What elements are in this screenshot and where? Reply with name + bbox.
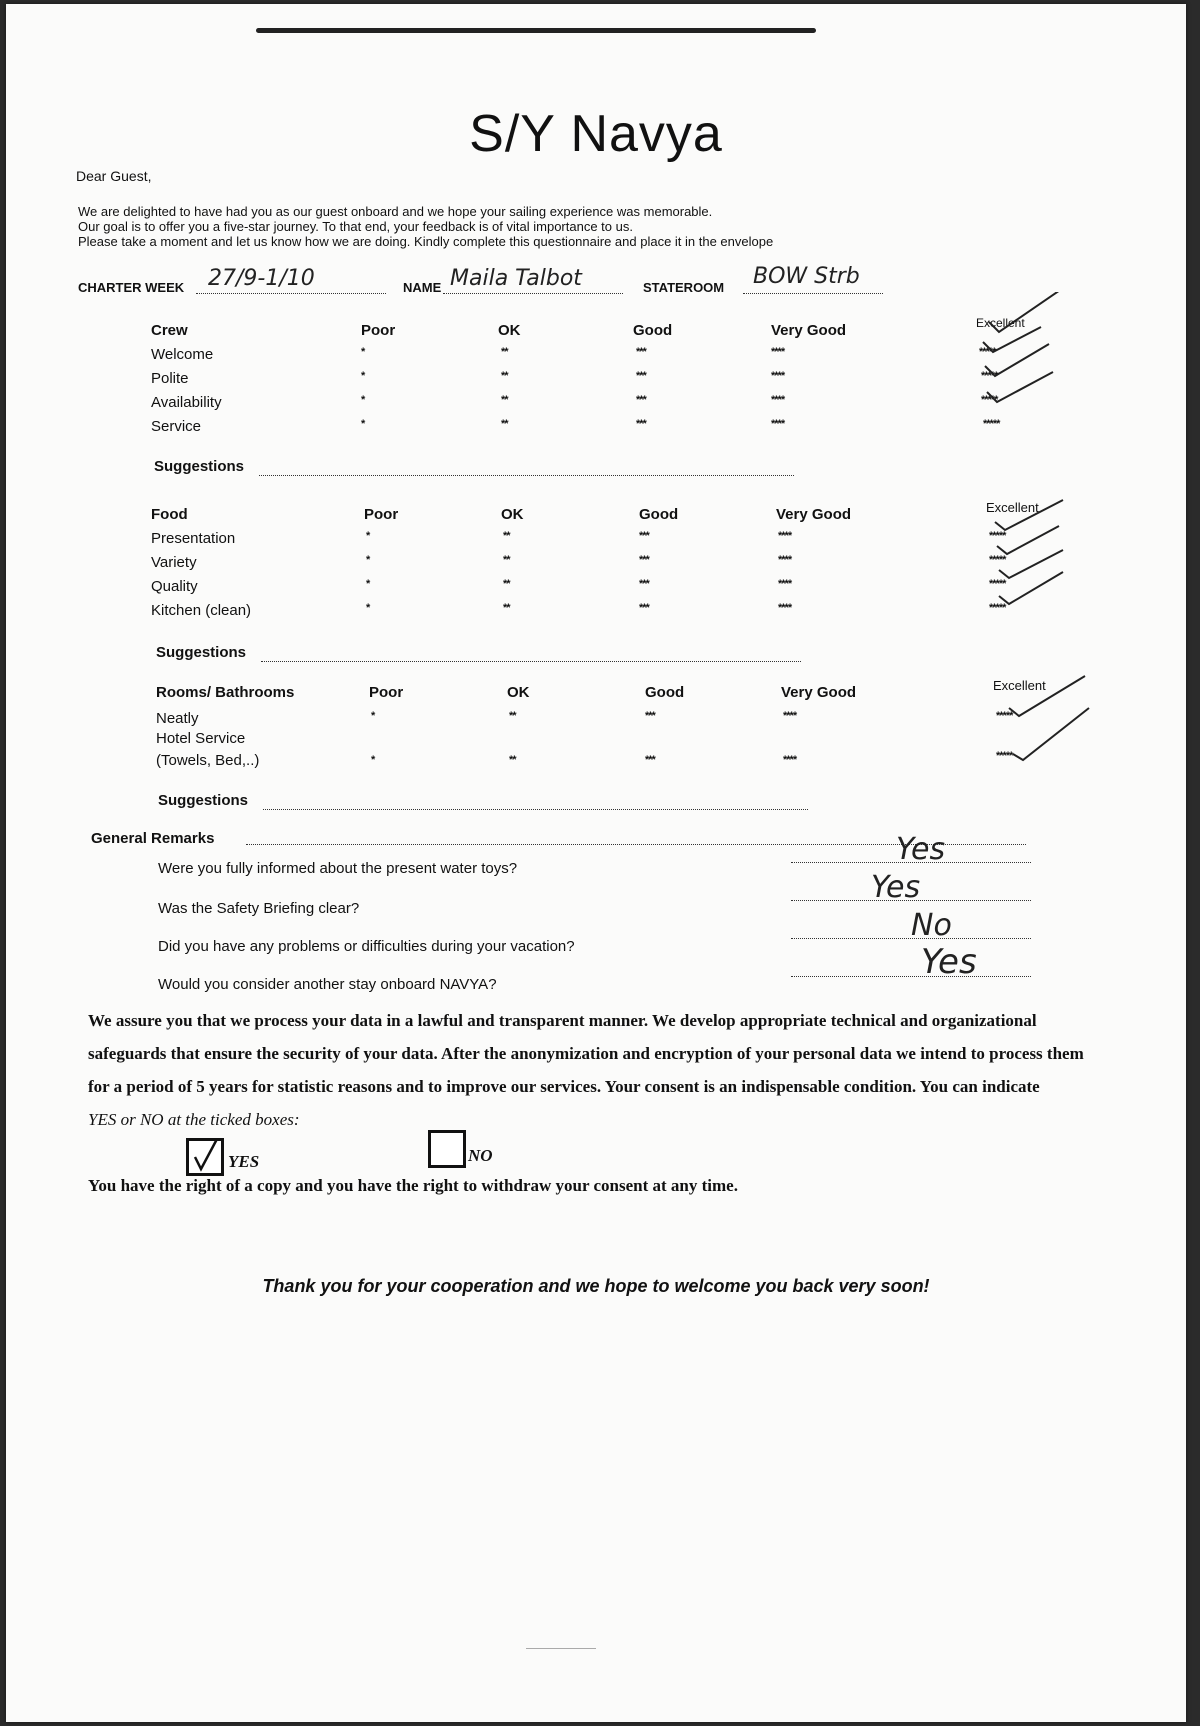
rating-row: [151, 710, 1091, 732]
excellent-option[interactable]: *****: [981, 394, 998, 406]
footer-divider: [526, 1648, 596, 1649]
column-ok: OK: [498, 322, 521, 339]
crew-suggestions[interactable]: [154, 458, 244, 475]
question-water-toys: Were you fully informed about the present water toys?: [158, 860, 518, 877]
suggestions-label: Suggestions: [158, 792, 249, 809]
privacy-line: for a period of 5 years for statistic reasons and to improve our services. Your consent is an indispensable condition. You can indicate: [88, 1077, 1040, 1096]
answer-safety-briefing[interactable]: Yes: [871, 870, 921, 905]
ok-option[interactable]: **: [501, 418, 508, 430]
closing-message: Thank you for your cooperation and we hope to welcome you back very soon!: [262, 1276, 930, 1296]
privacy-notice: [88, 1004, 1163, 1136]
good-option[interactable]: ***: [636, 346, 646, 358]
suggestions-label: Suggestions: [154, 458, 245, 475]
answer-line[interactable]: [791, 976, 1031, 977]
excellent-option[interactable]: *****: [996, 750, 1013, 762]
ok-option[interactable]: **: [509, 754, 516, 766]
ok-option[interactable]: **: [503, 554, 510, 566]
column-very-good: Very Good: [771, 322, 847, 339]
rating-row: [151, 394, 1091, 416]
poor-option[interactable]: *: [366, 602, 370, 614]
consent-no-label: NO: [468, 1146, 493, 1165]
poor-option[interactable]: *: [361, 370, 365, 382]
very-good-option[interactable]: ****: [778, 554, 792, 566]
very-good-option[interactable]: ****: [783, 710, 797, 722]
poor-option[interactable]: *: [361, 394, 365, 406]
very-good-option[interactable]: ****: [771, 394, 785, 406]
good-option[interactable]: ***: [645, 754, 655, 766]
excellent-option[interactable]: *****: [996, 710, 1013, 722]
column-excellent: Excellent: [976, 316, 1025, 330]
checkmark-icon: [981, 492, 1091, 622]
intro-paragraph: [78, 204, 978, 249]
ok-option[interactable]: **: [501, 346, 508, 358]
rating-row: [151, 554, 1091, 576]
ok-option[interactable]: **: [503, 530, 510, 542]
very-good-option[interactable]: ****: [778, 578, 792, 590]
question-problems: Did you have any problems or difficulties during your vacation?: [158, 938, 575, 955]
rating-label: Presentation: [151, 530, 236, 547]
good-option[interactable]: ***: [636, 394, 646, 406]
column-poor: Poor: [369, 684, 404, 701]
rating-label: Variety: [151, 554, 197, 571]
rooms-suggestions[interactable]: [158, 792, 248, 809]
name-label: NAME: [403, 280, 442, 295]
checkmark-icon: [971, 292, 1081, 432]
stateroom-label: STATEROOM: [643, 280, 725, 295]
answer-problems[interactable]: No: [911, 908, 952, 943]
rating-label: Neatly: [156, 710, 199, 727]
consent-no-checkbox[interactable]: [428, 1130, 466, 1168]
good-option[interactable]: ***: [636, 370, 646, 382]
suggestions-label: Suggestions: [156, 644, 247, 661]
poor-option[interactable]: *: [371, 710, 375, 722]
poor-option[interactable]: *: [361, 418, 365, 430]
section-title: Crew: [151, 322, 188, 339]
good-option[interactable]: ***: [645, 710, 655, 722]
consent-yes-label: YES: [228, 1152, 260, 1171]
section-title: Food: [151, 506, 188, 523]
very-good-option[interactable]: ****: [778, 530, 792, 542]
crew-header-row: [151, 316, 1091, 344]
good-option[interactable]: ***: [639, 602, 649, 614]
poor-option[interactable]: *: [366, 554, 370, 566]
good-option[interactable]: ***: [639, 554, 649, 566]
section-title: Rooms/ Bathrooms: [156, 684, 295, 701]
column-good: Good: [633, 322, 673, 339]
consent-prompt: YES or NO at the ticked boxes:: [88, 1110, 300, 1129]
question-another-stay: Would you consider another stay onboard NAVYA?: [158, 976, 497, 993]
rating-label: Hotel Service: [156, 730, 246, 747]
checkmark-icon: [991, 670, 1101, 770]
ok-option[interactable]: **: [503, 602, 510, 614]
column-excellent: Excellent: [986, 500, 1039, 515]
stateroom-field[interactable]: BOW Strb: [753, 264, 860, 289]
rating-label: Availability: [151, 394, 222, 411]
ok-option[interactable]: **: [509, 710, 516, 722]
food-header-row: [151, 500, 1091, 528]
good-option[interactable]: ***: [636, 418, 646, 430]
very-good-option[interactable]: ****: [778, 602, 792, 614]
rating-row: [151, 530, 1091, 552]
privacy-line: We assure you that we process your data in a lawful and transparent manner. We develop appropriate technical and organizational: [88, 1011, 1037, 1030]
rights-statement: You have the right of a copy and you have the right to withdraw your consent at any time.: [88, 1176, 738, 1195]
good-option[interactable]: ***: [639, 530, 649, 542]
intro-line: Please take a moment and let us know how we are doing. Kindly complete this questionnaire and place it in the envelope: [78, 234, 774, 249]
good-option[interactable]: ***: [639, 578, 649, 590]
intro-line: We are delighted to have had you as our guest onboard and we hope your sailing experience was memorable.: [78, 204, 713, 219]
rating-label: Service: [151, 418, 202, 435]
checkmark-icon: [189, 1141, 221, 1173]
privacy-line: safeguards that ensure the security of your data. After the anonymization and encryption of your personal data we intend to process them: [88, 1044, 1084, 1063]
guest-info-line: [78, 264, 908, 298]
column-good: Good: [645, 684, 685, 701]
column-poor: Poor: [364, 506, 399, 523]
column-ok: OK: [501, 506, 524, 523]
column-very-good: Very Good: [781, 684, 857, 701]
ok-option[interactable]: **: [503, 578, 510, 590]
rating-row: [151, 730, 1091, 774]
ok-option[interactable]: **: [501, 394, 508, 406]
excellent-option[interactable]: *****: [981, 370, 998, 382]
poor-option[interactable]: *: [366, 530, 370, 542]
very-good-option[interactable]: ****: [771, 346, 785, 358]
rating-label: Polite: [151, 370, 189, 387]
rating-label: Welcome: [151, 346, 214, 363]
rating-row: [151, 602, 1091, 624]
column-very-good: Very Good: [776, 506, 852, 523]
question-safety-briefing: Was the Safety Briefing clear?: [158, 900, 360, 917]
answer-another-stay[interactable]: Yes: [921, 942, 977, 982]
excellent-option[interactable]: *****: [989, 602, 1006, 614]
rating-row: [151, 346, 1091, 368]
column-good: Good: [639, 506, 679, 523]
general-remarks-label: General Remarks: [91, 830, 215, 847]
consent-yes-checkbox[interactable]: [186, 1138, 224, 1176]
excellent-option[interactable]: *****: [989, 578, 1006, 590]
poor-option[interactable]: *: [366, 578, 370, 590]
rating-label: Quality: [151, 578, 198, 595]
charter-week-label: CHARTER WEEK: [78, 280, 185, 295]
very-good-option[interactable]: ****: [783, 754, 797, 766]
charter-week-field[interactable]: 27/9-1/10: [208, 266, 315, 291]
rating-label: Kitchen (clean): [151, 602, 252, 619]
rooms-header-row: [151, 678, 1091, 706]
name-field[interactable]: Maila Talbot: [450, 266, 582, 291]
column-poor: Poor: [361, 322, 396, 339]
ok-option[interactable]: **: [501, 370, 508, 382]
excellent-option[interactable]: *****: [979, 346, 996, 358]
rating-row: [151, 370, 1091, 392]
food-suggestions[interactable]: [156, 644, 246, 661]
column-ok: OK: [507, 684, 530, 701]
excellent-option[interactable]: *****: [989, 554, 1006, 566]
excellent-option[interactable]: *****: [989, 530, 1006, 542]
page-title: S/Y Navya: [469, 105, 723, 163]
top-binding-bar: [256, 28, 816, 33]
answer-water-toys[interactable]: Yes: [896, 832, 946, 867]
rating-row: [151, 578, 1091, 600]
salutation: Dear Guest,: [76, 168, 152, 184]
rating-row: [151, 418, 1091, 440]
poor-option[interactable]: *: [361, 346, 365, 358]
column-excellent: Excellent: [993, 678, 1046, 693]
excellent-option[interactable]: *****: [983, 418, 1000, 430]
poor-option[interactable]: *: [371, 754, 375, 766]
questionnaire-page: [6, 4, 1186, 1722]
very-good-option[interactable]: ****: [771, 370, 785, 382]
rating-label-sub: (Towels, Bed,..): [156, 752, 260, 769]
intro-line: Our goal is to offer you a five-star journey. To that end, your feedback is of vital importance to us.: [78, 219, 633, 234]
very-good-option[interactable]: ****: [771, 418, 785, 430]
